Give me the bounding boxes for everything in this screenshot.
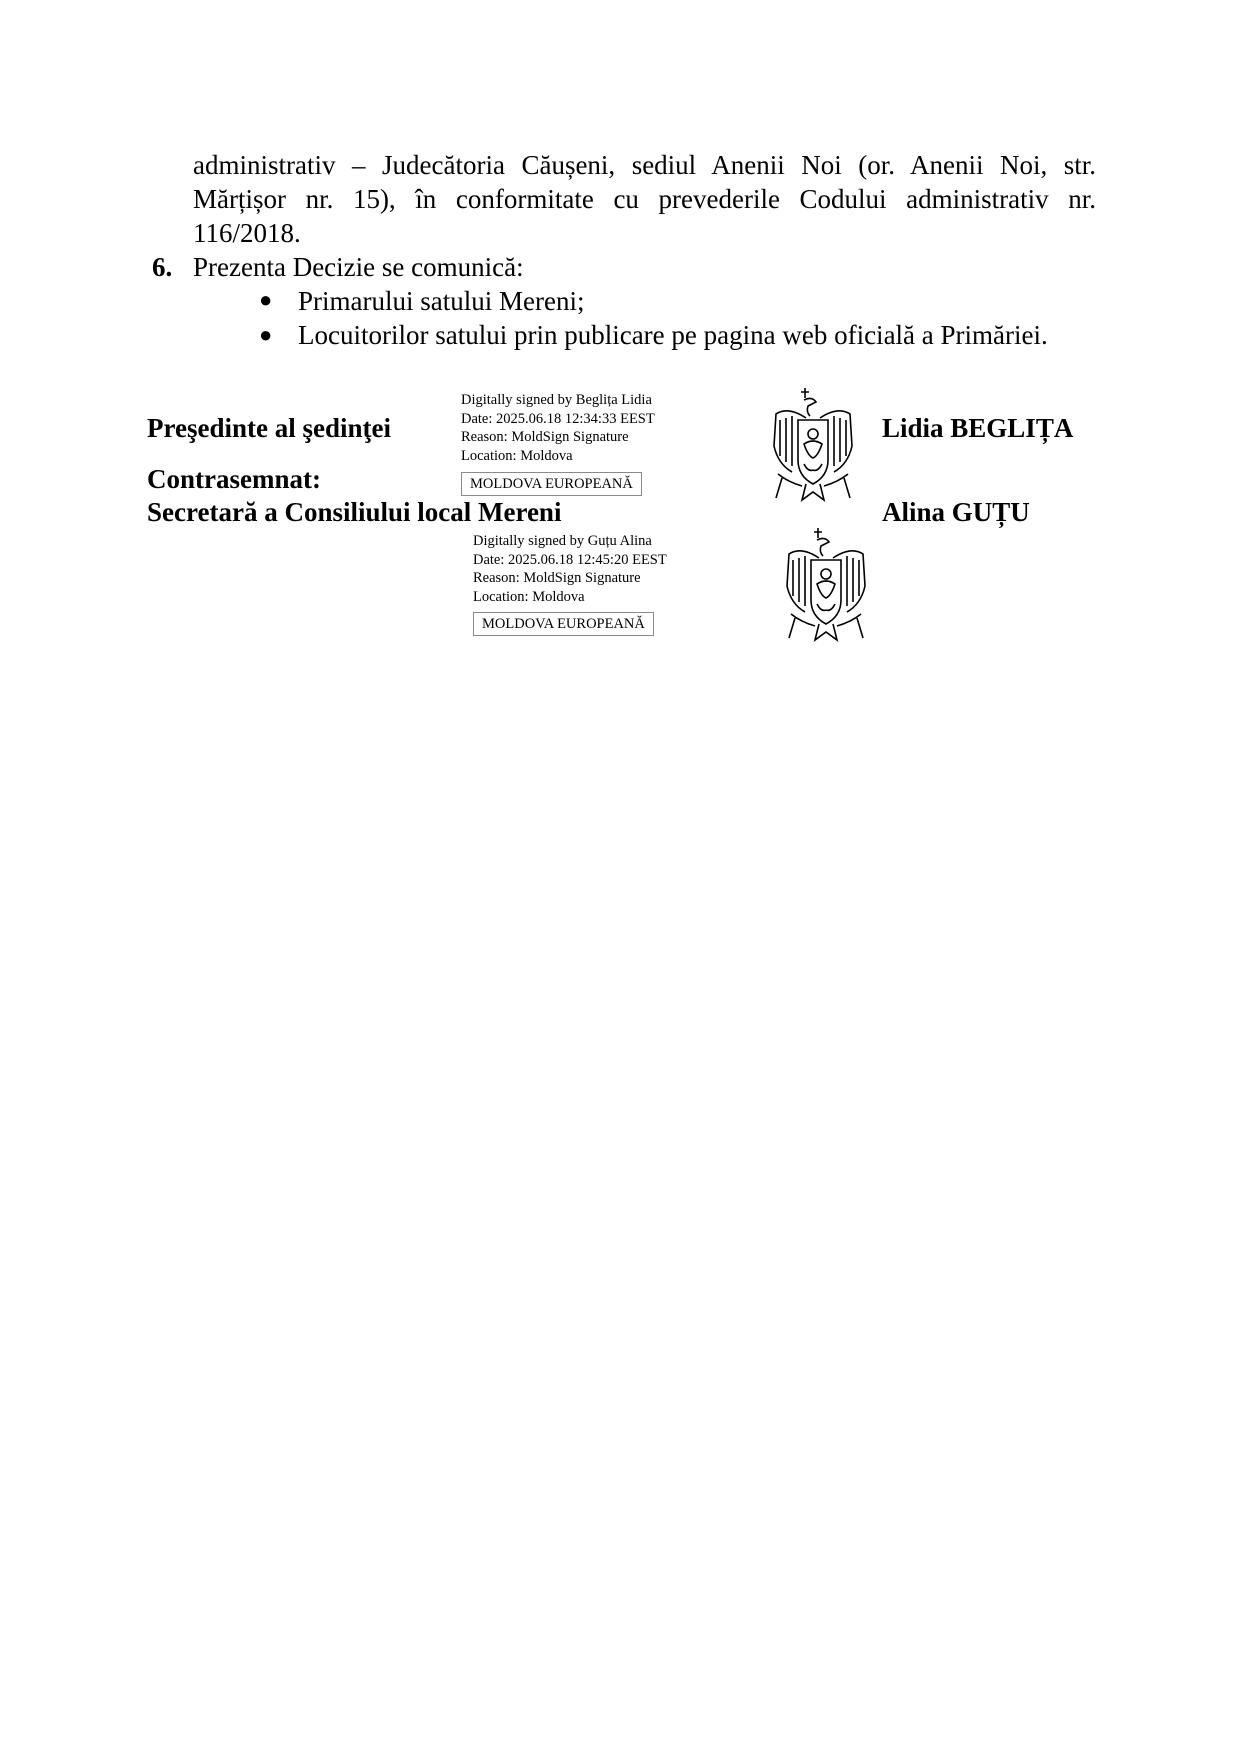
countersigned-label: Contrasemnat: xyxy=(147,464,321,494)
president-digital-signature xyxy=(461,391,655,465)
president-role: Preşedinte al şedinţei xyxy=(147,413,391,443)
bullet-item: Primarului satului Mereni; xyxy=(298,286,585,316)
sign-location: Location: Moldova xyxy=(461,447,573,464)
item-number: 6. xyxy=(152,252,173,282)
president-stamp: MOLDOVA EUROPEANĂ xyxy=(461,472,642,496)
continuation-line-2: Mărțișor nr. 15), în conformitate cu prevederile Codului administrativ nr. xyxy=(193,184,1096,214)
president-name: Lidia BEGLIȚA xyxy=(882,413,1074,443)
sign-location: Location: Moldova xyxy=(473,588,585,605)
moldova-coat-of-arms-icon xyxy=(781,526,871,644)
bullet-icon: ● xyxy=(259,287,273,312)
sign-date: Date: 2025.06.18 12:34:33 EEST xyxy=(461,410,655,427)
secretary-digital-signature xyxy=(473,532,667,606)
secretary-stamp: MOLDOVA EUROPEANĂ xyxy=(473,612,654,636)
sign-reason: Reason: MoldSign Signature xyxy=(461,429,629,445)
signed-by: Digitally signed by Guțu Alina xyxy=(473,533,652,549)
sign-date: Date: 2025.06.18 12:45:20 EEST xyxy=(473,551,667,568)
continuation-line-3: 116/2018. xyxy=(193,218,301,248)
bullet-icon: ● xyxy=(259,322,273,347)
secretary-name: Alina GUȚU xyxy=(882,497,1030,527)
continuation-line-1: administrativ – Judecătoria Căușeni, sediul Anenii Noi (or. Anenii Noi, str. xyxy=(193,150,1096,180)
secretary-role: Secretară a Consiliului local Mereni xyxy=(147,497,562,527)
moldova-coat-of-arms-icon xyxy=(768,386,858,504)
bullet-item: Locuitorilor satului prin publicare pe pagina web oficială a Primăriei. xyxy=(298,320,1048,350)
signed-by: Digitally signed by Beglița Lidia xyxy=(461,392,652,408)
sign-reason: Reason: MoldSign Signature xyxy=(473,570,641,586)
item-text: Prezenta Decizie se comunică: xyxy=(193,252,524,282)
